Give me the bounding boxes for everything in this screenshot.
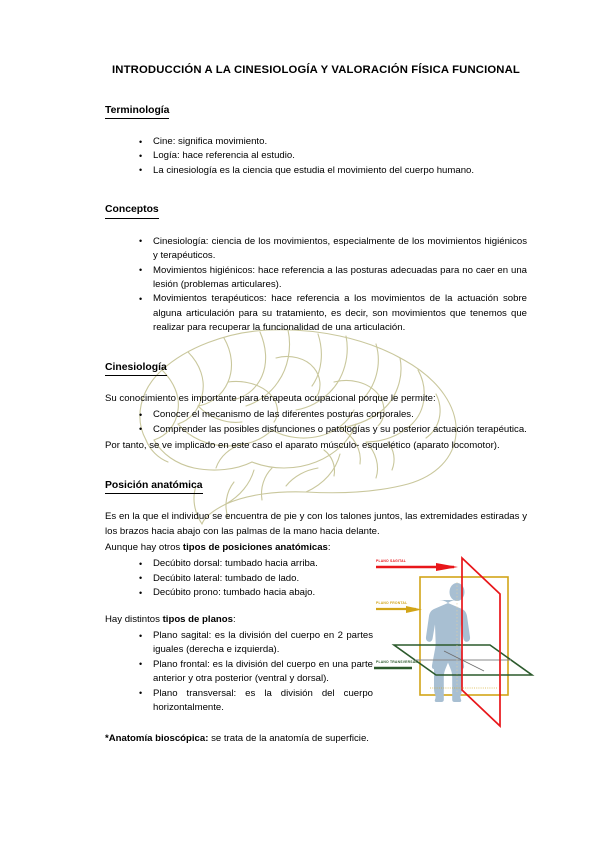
paragraph-anatomia-bioscopica	[105, 732, 373, 746]
label-plano-transversal-text: PLANO TRANSVERSAL	[376, 660, 418, 664]
label-plano-frontal	[376, 601, 422, 613]
list-item: • Cine: significa movimiento.	[139, 135, 527, 149]
human-body-figure	[426, 583, 470, 702]
label-plano-sagital	[376, 559, 458, 571]
spacer	[105, 717, 373, 732]
heading-posicion-anatomica: Posición anatómica	[105, 479, 203, 495]
label-plano-transversal	[374, 660, 418, 668]
list-item: • Plano transversal: es la división del cuerpo horizontalmente.	[139, 687, 373, 716]
posiciones-lead-prefix: Aunque hay otros	[105, 542, 183, 553]
list-planos	[105, 629, 373, 715]
list-item: • Plano frontal: es la división del cuerpo en una parte anterior y otra posterior (ventral y dorsal).	[139, 658, 373, 687]
list-item: • Conocer el mecanismo de las diferentes posturas corporales.	[139, 408, 527, 422]
heading-terminologia: Terminología	[105, 104, 169, 120]
page-title: INTRODUCCIÓN A LA CINESIOLOGÍA Y VALORACIÓN FÍSICA FUNCIONAL	[112, 64, 520, 76]
heading-conceptos: Conceptos	[105, 203, 159, 219]
planos-lead-bold: tipos de planos	[162, 613, 233, 625]
anatomia-bioscopica-def: se trata de la anatomía de superficie.	[208, 733, 369, 745]
paragraph-posicion-intro: Es en la que el individuo se encuentra de pie y con los talones juntos, las extremidades estiradas y los brazos hacia abajo con las palmas de la mano hacia delante.	[105, 511, 527, 537]
list-conceptos	[105, 235, 527, 336]
heading-cinesiologia-wrap	[105, 357, 527, 386]
posiciones-lead-suffix: :	[327, 542, 331, 553]
paragraph-cinesiologia-closing: Por tanto, se ve implicado en este caso el aparato músculo- esquelético (aparato locomotor).	[105, 440, 500, 452]
list-item: • Movimientos higiénicos: hace referencia a las posturas adecuadas para no caer en una lesión (problemas articulares).	[139, 264, 527, 293]
list-item: • Cinesiología: ciencia de los movimientos, especialmente de los movimientos higiénicos y terapéuticos.	[139, 235, 527, 264]
label-plano-sagital-arrow	[436, 563, 458, 571]
list-item: • Decúbito prono: tumbado hacia abajo.	[139, 586, 527, 600]
list-item: • Movimientos terapéuticos: hace referencia a los movimientos de la actuación sobre alguna articulación para su tratamiento, es decir, son movimientos que tenemos que realizar para recuperar la funcionalidad de una articulación.	[139, 292, 527, 335]
anatomia-bioscopica-term: *Anatomía bioscópica:	[105, 733, 209, 745]
planos-lead-suffix: :	[232, 613, 236, 625]
list-item: • Plano sagital: es la división del cuerpo en 2 partes iguales (derecha e izquierda).	[139, 629, 373, 658]
posiciones-lead-bold: tipos de posiciones anatómicas	[182, 542, 328, 553]
list-item: • Comprender las posibles disfunciones o patologías y su posterior actuación terapéutica.	[139, 423, 527, 437]
heading-cinesiologia: Cinesiología	[105, 361, 167, 377]
label-plano-sagital-text: PLANO SAGITAL	[376, 559, 407, 563]
list-item: • Decúbito dorsal: tumbado hacia arriba.	[139, 557, 527, 571]
list-item: • Logía: hace referencia al estudio.	[139, 149, 527, 163]
spacer	[105, 180, 527, 199]
spacer	[105, 456, 527, 475]
heading-conceptos-wrap	[105, 199, 527, 228]
label-plano-frontal-text: PLANO FRONTAL	[376, 601, 408, 605]
heading-posicion-anatomica-wrap	[105, 475, 527, 504]
list-item: • La cinesiología es la ciencia que estudia el movimiento del cuerpo humano.	[139, 164, 527, 178]
anatomical-planes-figure	[372, 552, 554, 738]
planos-lead-prefix: Hay distintos	[105, 613, 163, 625]
spacer	[105, 338, 527, 357]
planes-text-column	[105, 613, 373, 747]
paragraph-planos-lead	[105, 613, 373, 627]
list-cinesiologia	[105, 408, 527, 437]
list-terminologia	[105, 135, 527, 178]
list-item: • Decúbito lateral: tumbado de lado.	[139, 572, 527, 586]
heading-terminologia-wrap	[105, 100, 527, 129]
paragraph-cinesiologia-intro: Su conocimiento es importante para terapeuta ocupacional porque le permite:	[105, 393, 436, 405]
sagittal-plane-shape	[462, 558, 500, 726]
